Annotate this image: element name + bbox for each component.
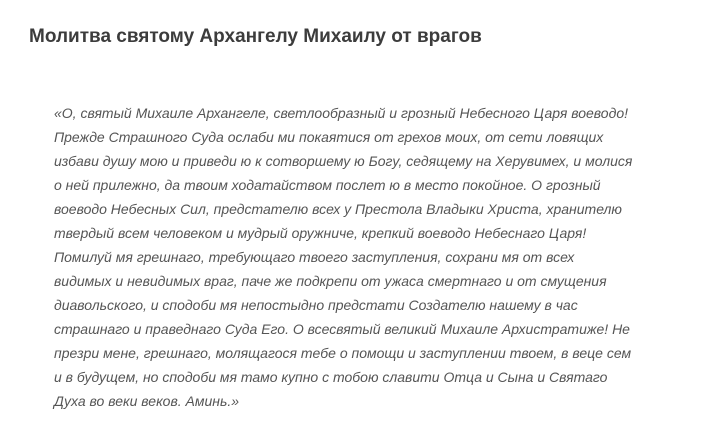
prayer-line: избави душу мою и приведи ю к сотворшему ю Богу, седящему на Херувимех, и молися [54,153,633,169]
prayer-line: диавольского, и сподоби мя непостыдно предстати Создателю нашему в час [54,297,578,313]
prayer-line: и в будущем, но сподоби мя тамо купно с тобою славити Отца и Сына и Святаго [54,369,608,385]
prayer-line: презри мене, грешнаго, молящагося тебе о помощи и заступлении твоем, в веце сем [54,345,632,361]
prayer-line: Помилуй мя грешнаго, требующаго твоего заступления, сохрани мя от всех [54,249,575,265]
prayer-line: твердый всем человеком и мудрый оружниче, крепкий воеводо Небеснаго Царя! [54,225,587,241]
prayer-line: о ней прилежно, да твоим ходатайством послет ю в место покойное. О грозный [54,177,601,193]
prayer-text [54,101,654,413]
prayer-line: Духа во веки веков. Аминь.» [54,393,240,409]
page-title: Молитва святому Архангелу Михаилу от врагов [29,26,482,47]
prayer-line: страшнаго и праведнаго Суда Его. О всесвятый великий Михаиле Архистратиже! Не [54,321,630,337]
prayer-line: воеводо Небесных Сил, предстателю всех у Престола Владыки Христа, хранителю [54,201,622,217]
prayer-line: видимых и невидимых враг, паче же подкрепи от ужаса смертнаго и от смущения [54,273,607,289]
prayer-line: Прежде Страшного Суда ослаби ми покаятися от грехов моих, от сети ловящих [54,129,604,145]
prayer-line: «О, святый Михаиле Архангеле, светлообразный и грозный Небесного Царя воеводо! [54,105,629,121]
